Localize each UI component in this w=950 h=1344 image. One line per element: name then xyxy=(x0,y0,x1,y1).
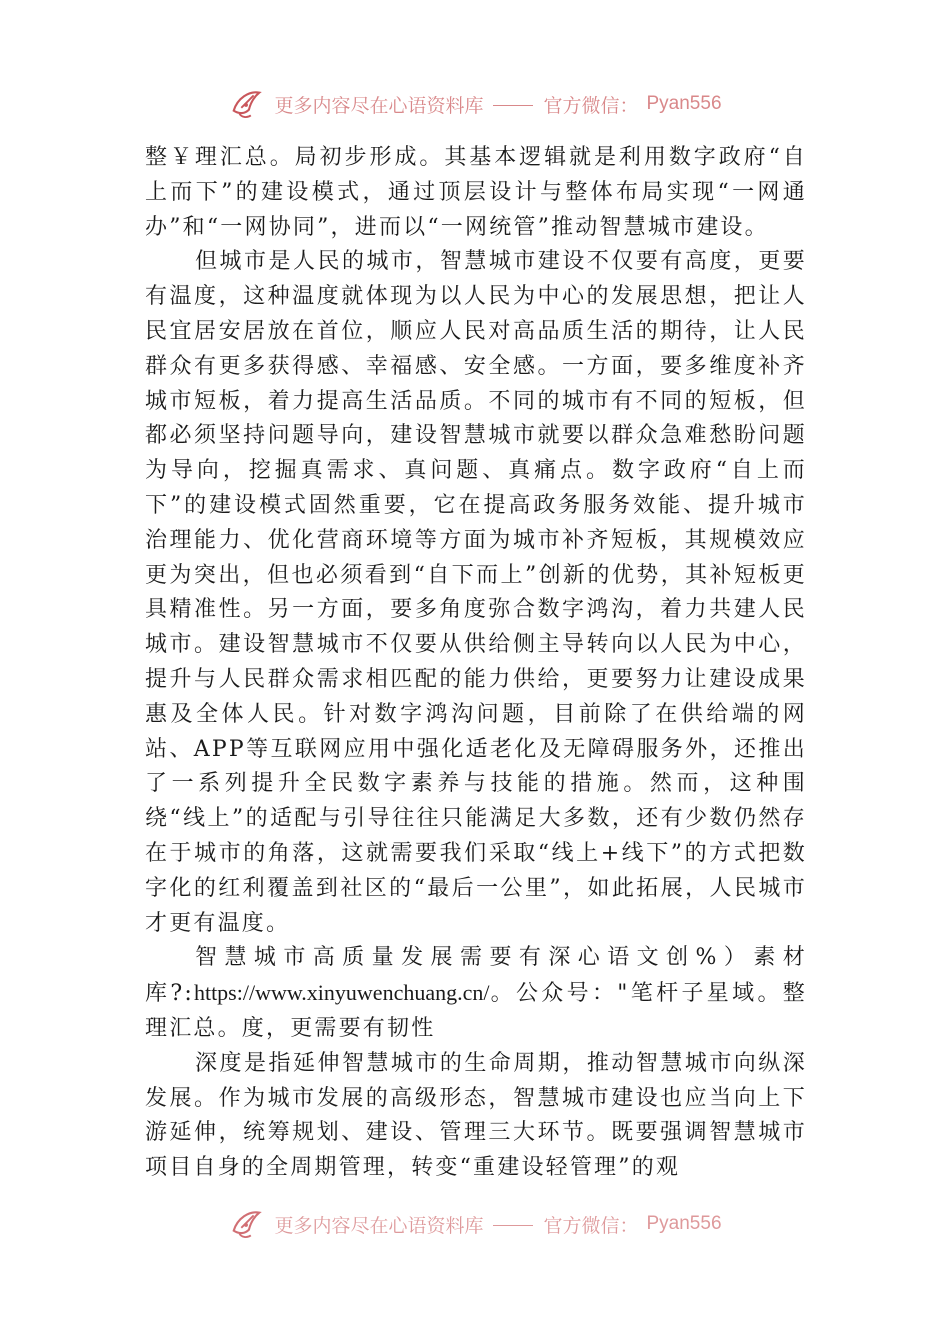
paragraph-1: 整￥理汇总。局初步形成。其基本逻辑就是利用数字政府“自上而下”的建设模式，通过顶层设计与整体布局实现“一网通办”和“一网协同”，进而以“一网统管”推动智慧城市建设。 xyxy=(145,145,807,240)
banner-divider xyxy=(493,1225,533,1226)
pen-nib-logo-icon xyxy=(228,85,266,123)
footer-banner xyxy=(0,1204,950,1244)
paragraph-2: 但城市是人民的城市，智慧城市建设不仅要有高度，更要有温度，这种温度就体现为以人民为中心的发展思想，把让人民宜居安居放在首位，顺应人民对高品质生活的期待，让人民群众有更多获得感、幸福感、安全感。一方面，要多维度补齐城市短板，着力提高生活品质。不同的城市有不同的短板，但都必须坚持问题导向，建设智慧城市就要以群众急难愁盼问题为导向，挖掘真需求、真问题、真痛点。数字政府“自上而下”的建设模式固然重要，它在提高政务服务效能、提升城市治理能力、优化营商环境等方面为城市补齐短板，其规模效应更为突出，但也必须看到“自下而上”创新的优势，其补短板更具精准性。另一方面，要多角度弥合数字鸿沟，着力共建人民城市。建设智慧城市不仅要从供给侧主导转向以人民为中心，提升与人民群众需求相匹配的能力供给，更要努力让建设成果惠及全体人民。针对数字鸿沟问题，目前除了在供给端的网站、APP等互联网应用中强化适老化及无障碍服务外，还推出了一系列提升全民数字素养与技能的措施。然而，这种围绕“线上”的适配与引导往往只能满足大多数，还有少数仍然存在于城市的角落，这就需要我们采取“线上+线下”的方式把数字化的红利覆盖到社区的“最后一公里”，如此拓展，人民城市才更有温度。 xyxy=(145,249,807,936)
banner-divider xyxy=(493,105,533,106)
paragraph-3-tail: 。公众号："笔杆子星域。整理汇总。度，更需要有韧性 xyxy=(145,981,807,1041)
banner-official: 官方微信： xyxy=(543,94,639,117)
website-link[interactable]: https://www.xinyuwenchuang.cn/ xyxy=(193,980,490,1006)
paragraph-3 xyxy=(145,941,807,1046)
header-banner xyxy=(0,84,950,124)
document-body xyxy=(145,141,807,1186)
paragraph-4: 深度是指延伸智慧城市的生命周期，推动智慧城市向纵深发展。作为城市发展的高级形态，智慧城市建设也应当向上下游延伸，统筹规划、建设、管理三大环节。既要强调智慧城市项目自身的全周期管理，转变“重建设轻管理”的观 xyxy=(145,1050,807,1181)
banner-text: 更多内容尽在心语资料库 xyxy=(274,94,484,117)
paragraph-3-lead: 智慧城市高质量发展需要有深心语文创%）素材库?: xyxy=(145,945,807,1007)
banner-text: 更多内容尽在心语资料库 xyxy=(274,1214,484,1237)
banner-wechat-id: Pyan556 xyxy=(646,93,722,114)
pen-nib-logo-icon xyxy=(228,1205,266,1243)
banner-wechat-id: Pyan556 xyxy=(646,1213,722,1234)
banner-official: 官方微信： xyxy=(543,1214,639,1237)
